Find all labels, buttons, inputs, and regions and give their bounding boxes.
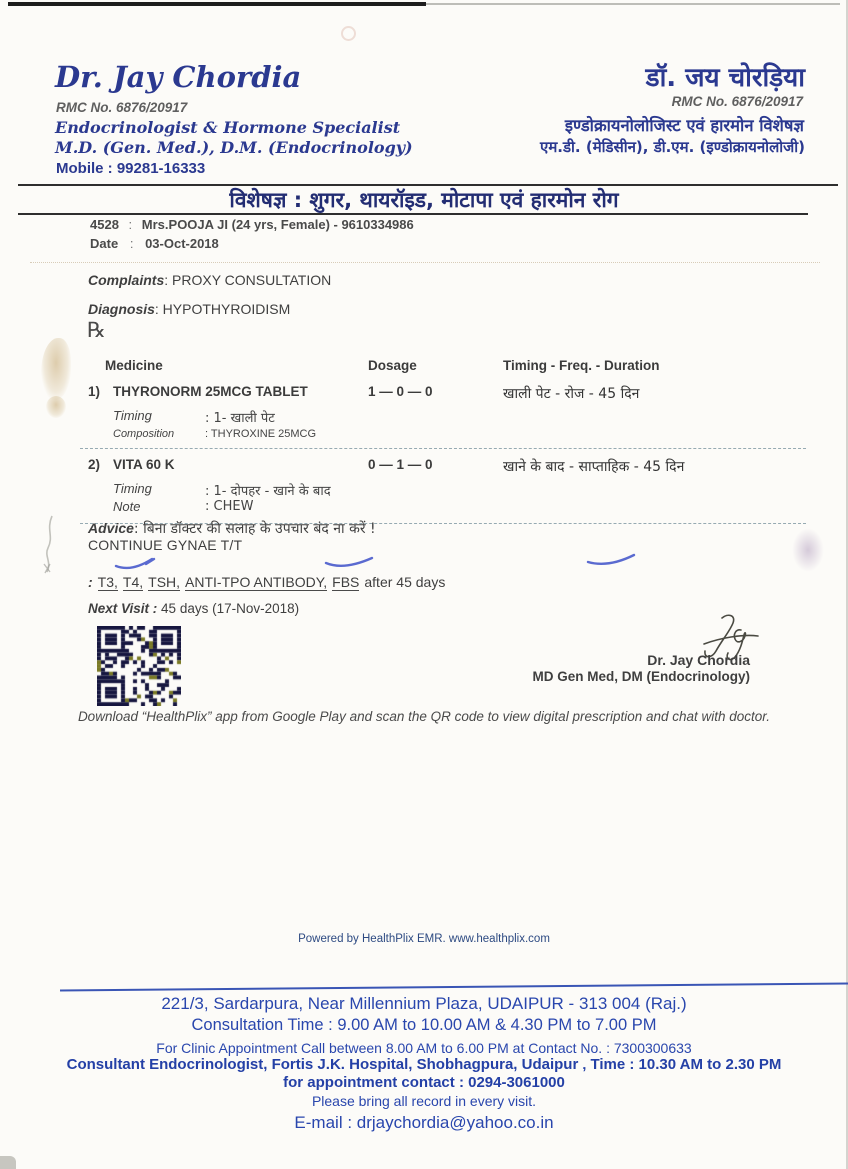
test-item: FBS xyxy=(332,574,360,590)
col-header-medicine: Medicine xyxy=(105,358,163,373)
mobile-number: Mobile : 99281-16333 xyxy=(56,160,206,177)
pen-mark xyxy=(322,554,378,570)
medicine-sub-rows xyxy=(80,481,806,517)
col-header-timing: Timing - Freq. - Duration xyxy=(503,358,660,373)
corner-mark-artifact xyxy=(0,1156,16,1169)
medicine-index: 2) xyxy=(88,457,101,472)
ring-artifact xyxy=(341,26,356,41)
test-item: T4, xyxy=(122,574,144,590)
advice-value: : बिना डॉक्टर की सलाह के उपचार बंद ना करें ! xyxy=(133,521,376,537)
date-label: Date xyxy=(90,236,119,251)
test-item: T3, xyxy=(97,574,118,590)
complaints-label: Complaints xyxy=(88,272,165,288)
patient-separator: : xyxy=(128,217,133,232)
footer-hospital-line xyxy=(0,1056,848,1073)
medicine-sub-row xyxy=(80,426,806,442)
medicine-timing-freq-duration: खाली पेट - रोज - 45 दिन xyxy=(503,386,640,402)
rmc-number-right: RMC No. 6876/20917 xyxy=(671,94,803,109)
sub-label: Timing xyxy=(113,481,152,496)
medicine-row xyxy=(80,457,806,524)
next-visit-label: Next Visit : xyxy=(88,601,158,616)
tests-tokens xyxy=(98,574,365,590)
sub-value: : THYROXINE 25MCG xyxy=(205,428,317,440)
col-header-dosage: Dosage xyxy=(368,358,417,373)
sub-label: Note xyxy=(113,499,141,514)
complaints-value: : PROXY CONSULTATION xyxy=(164,272,332,288)
date-separator: : xyxy=(129,236,134,251)
stain-artifact xyxy=(46,396,66,418)
medicine-index: 1) xyxy=(88,384,101,399)
sub-value: : CHEW xyxy=(205,499,254,514)
tests-line xyxy=(88,574,445,590)
section-divider xyxy=(30,262,820,263)
sub-value: : 1- खाली पेट xyxy=(205,411,275,426)
scan-edge-artifact xyxy=(8,2,426,6)
test-item: TSH, xyxy=(148,574,181,590)
table-header-row xyxy=(80,358,810,378)
footer-appointment-contact: for appointment contact : 0294-3061000 xyxy=(283,1074,565,1091)
stain-artifact xyxy=(41,338,71,400)
date-line xyxy=(90,236,219,251)
pen-mark xyxy=(584,552,640,568)
date-value: 03-Oct-2018 xyxy=(145,236,219,251)
medicine-sub-row xyxy=(80,408,806,426)
smudge-artifact xyxy=(792,528,824,572)
medicine-timing-freq-duration: खाने के बाद - साप्ताहिक - 45 दिन xyxy=(503,459,685,475)
patient-line xyxy=(90,217,414,232)
footer-consultation-time: Consultation Time : 9.00 AM to 10.00 AM & 4.30 PM to 7.00 PM xyxy=(191,1016,657,1034)
powered-by-line: Powered by HealthPlix EMR. www.healthplix.com xyxy=(298,933,550,945)
footer-address: 221/3, Sardarpura, Near Millennium Plaza, UDAIPUR - 313 004 (Raj.) xyxy=(161,994,687,1013)
pencil-mark-artifact xyxy=(36,512,66,578)
doctor-title-hindi: इण्डोक्रायनोलोजिस्ट एवं हारमोन विशेषज्ञ xyxy=(564,116,804,135)
next-visit-value: 45 days (17-Nov-2018) xyxy=(161,601,300,616)
medicine-row xyxy=(80,384,806,449)
sub-value: : 1- दोपहर - खाने के बाद xyxy=(205,484,331,499)
footer-email: E-mail : drjaychordia@yahoo.co.in xyxy=(294,1113,554,1132)
diagnosis-value: : HYPOTHYROIDISM xyxy=(154,301,291,317)
signature-doctor-name: Dr. Jay Chordia xyxy=(647,652,750,668)
footer-hospital-time: Time : 10.30 AM to 2.30 PM xyxy=(590,1056,782,1073)
footer-hospital-separator: ‚ xyxy=(582,1056,587,1073)
doctor-name-hindi: डॉ. जय चोरड़िया xyxy=(645,63,805,93)
doctor-title-english: Endocrinologist & Hormone Specialist xyxy=(55,118,401,137)
footer-bring-records: Please bring all record in every visit. xyxy=(311,1093,537,1109)
patient-id: 4528 xyxy=(90,217,119,232)
medicine-dosage: 0 — 1 — 0 xyxy=(368,457,433,472)
footer-hospital: Consultant Endocrinologist, Fortis J.K. Hospital, Shobhagpura, Udaipur xyxy=(66,1056,579,1073)
sub-label: Timing xyxy=(113,408,152,423)
footer-rule xyxy=(60,983,848,992)
rx-symbol: ℞ xyxy=(87,318,106,342)
medicine-main-line xyxy=(80,457,806,481)
advice-continue-line: CONTINUE GYNAE T/T xyxy=(88,537,243,553)
row-separator xyxy=(80,448,806,449)
next-visit-line xyxy=(88,601,299,616)
signature-qualification: MD Gen Med, DM (Endocrinology) xyxy=(532,669,750,684)
advice-label: Advice xyxy=(88,520,134,536)
doctor-degrees-english: M.D. (Gen. Med.), D.M. (Endocrinology) xyxy=(55,138,413,157)
medicine-sub-row xyxy=(80,499,806,517)
download-note: Download “HealthPlix” app from Google Play and scan the QR code to view digital prescription and chat with doctor. xyxy=(77,709,771,724)
medicine-main-line xyxy=(80,384,806,408)
test-item: ANTI-TPO ANTIBODY, xyxy=(185,574,328,590)
doctor-name-english: Dr. Jay Chordia xyxy=(55,60,302,94)
tests-prefix: : xyxy=(88,574,93,590)
pen-mark xyxy=(112,556,162,572)
sub-label: Composition xyxy=(113,428,175,440)
band-bottom-rule xyxy=(18,213,808,215)
medicine-dosage: 1 — 0 — 0 xyxy=(368,384,433,399)
medicine-sub-row xyxy=(80,481,806,499)
medicine-rows xyxy=(80,384,806,532)
advice-line xyxy=(88,519,376,538)
medicine-name: THYRONORM 25MCG TABLET xyxy=(113,384,308,399)
footer-clinic-appointment: For Clinic Appointment Call between 8.00 AM to 6.00 PM at Contact No. : 7300300633 xyxy=(156,1040,692,1056)
patient-details: Mrs.POOJA JI (24 yrs, Female) - 9610334986 xyxy=(141,217,414,232)
doctor-degrees-hindi: एम.डी. (मेडिसीन), डी.एम. (इण्डोक्रायनोलोजी) xyxy=(540,138,805,156)
medicine-name: VITA 60 K xyxy=(113,457,175,472)
scan-edge-artifact xyxy=(426,3,840,5)
complaints-line xyxy=(88,272,331,288)
medicine-sub-rows xyxy=(80,408,806,442)
tests-suffix: after 45 days xyxy=(364,574,446,590)
qr-code xyxy=(97,626,181,706)
rmc-number-left: RMC No. 6876/20917 xyxy=(56,100,188,115)
diagnosis-line xyxy=(88,301,290,317)
specialization-line: विशेषज्ञ : शुगर, थायरॉइड, मोटापा एवं हारमोन रोग xyxy=(229,188,619,212)
diagnosis-label: Diagnosis xyxy=(88,301,155,317)
